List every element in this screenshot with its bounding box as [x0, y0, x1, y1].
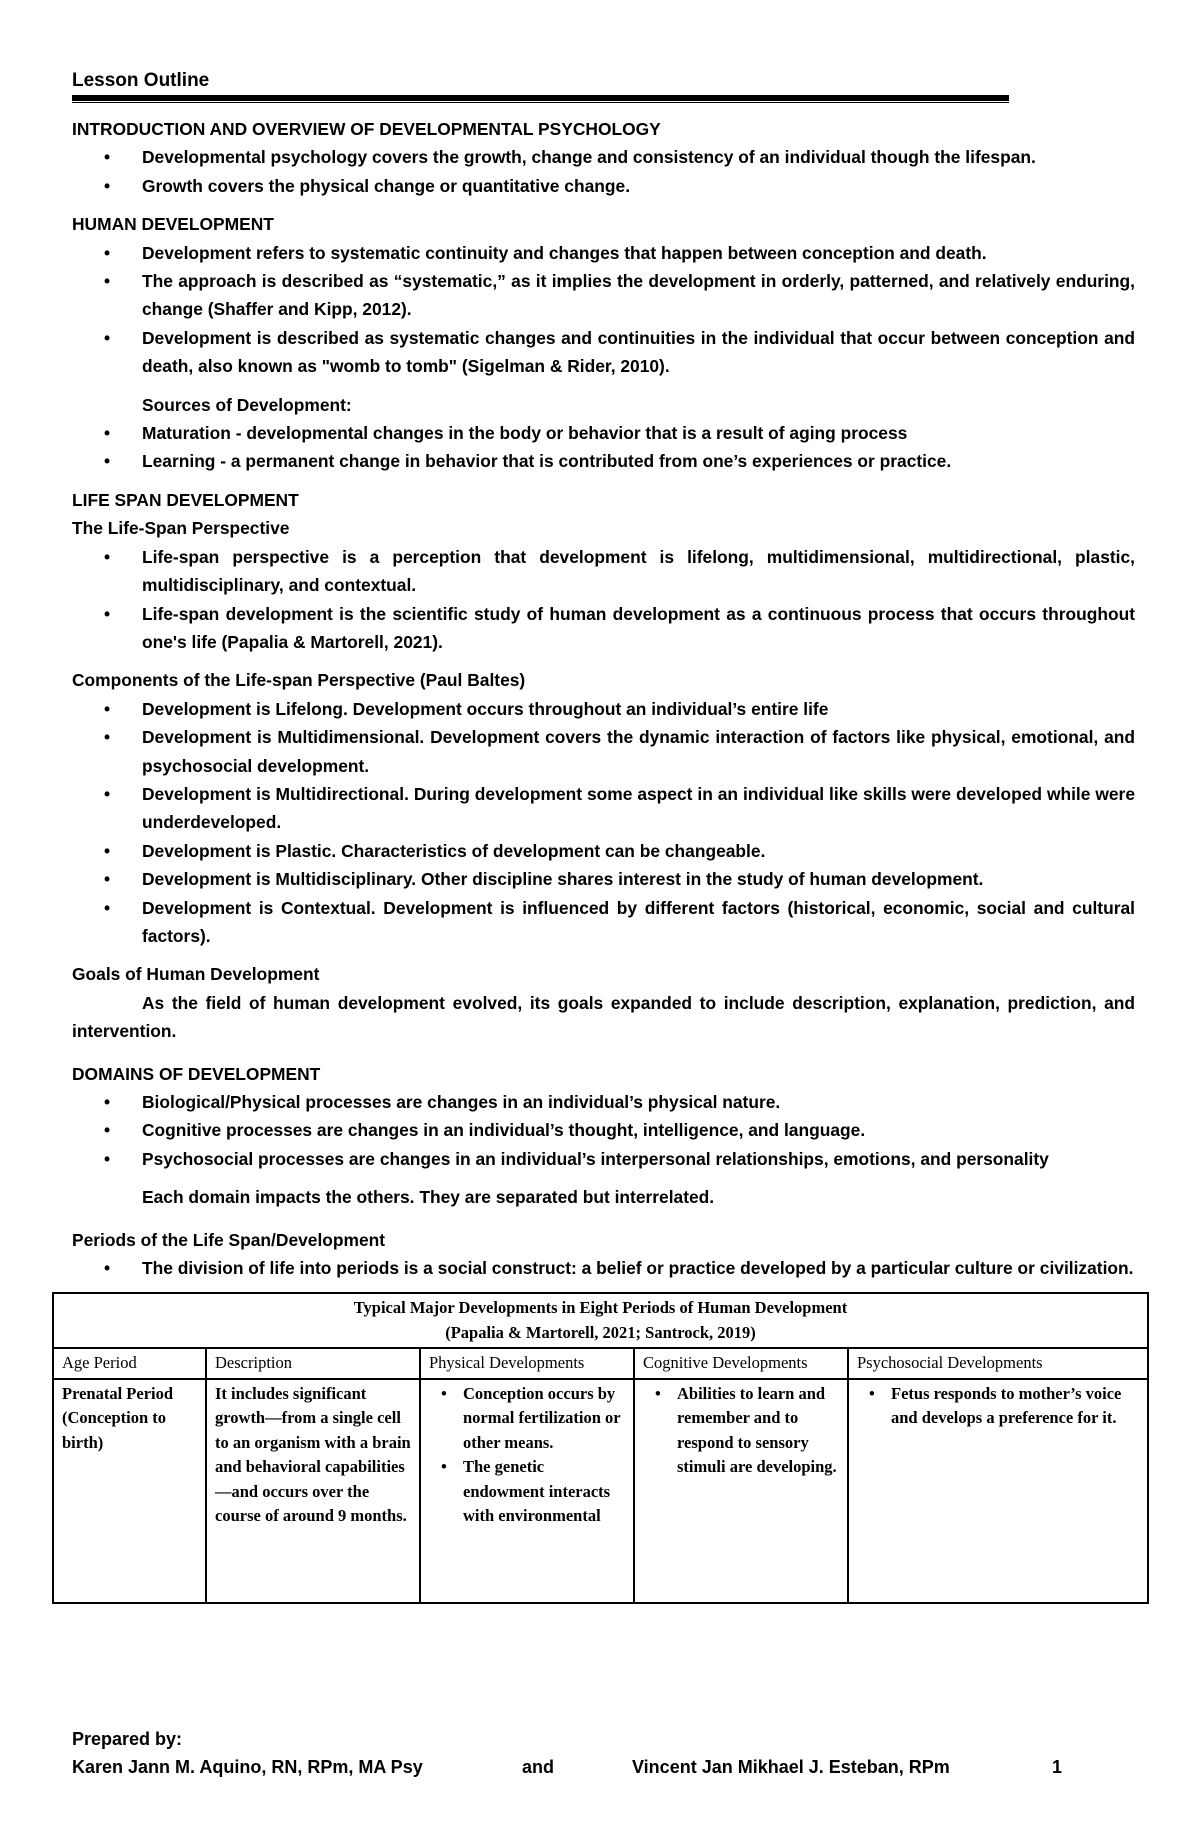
human-development-heading: HUMAN DEVELOPMENT	[72, 214, 274, 235]
author-2: Vincent Jan Mikhael J. Esteban, RPm	[632, 1757, 950, 1777]
goals-text: As the field of human development evolved, its goals expanded to include description, explanation, prediction, and intervention.	[72, 992, 1135, 1042]
cell-cognitive	[634, 1379, 848, 1603]
header-rule-thin	[72, 102, 1009, 103]
document-page	[62, 70, 1152, 1604]
column-header: Description	[206, 1348, 420, 1379]
column-header: Psychosocial Developments	[848, 1348, 1148, 1379]
intro-heading: INTRODUCTION AND OVERVIEW OF DEVELOPMENTAL PSYCHOLOGY	[72, 119, 661, 139]
list-item: • Maturation - developmental changes in the body or behavior that is a result of aging process	[72, 419, 1135, 447]
list-item: • Abilities to learn and remember and to respond to sensory stimuli are developing.	[643, 1382, 839, 1480]
list-item: • Cognitive processes are changes in an individual’s thought, intelligence, and language.	[72, 1116, 1135, 1144]
list-item: • Biological/Physical processes are changes in an individual’s physical nature.	[72, 1088, 1135, 1116]
developments-table	[52, 1292, 1149, 1604]
list-item: • Learning - a permanent change in behavior that is contributed from one’s experiences or practice.	[72, 447, 1135, 475]
header-rule	[72, 95, 1009, 101]
periods-list	[72, 1254, 1135, 1282]
list-item: • Growth covers the physical change or quantitative change.	[72, 172, 1135, 200]
list-item: • Life-span development is the scientific study of human development as a continuous process that occurs throughout one's life (Papalia & Martorell, 2021).	[72, 600, 1135, 657]
table-row	[53, 1379, 1148, 1603]
goals-heading: Goals of Human Development	[72, 964, 320, 985]
list-item: • Development is described as systematic changes and continuities in the individual that occur between conception and death, also known as "womb to tomb" (Sigelman & Rider, 2010).	[72, 324, 1135, 381]
lifespan-list	[72, 543, 1135, 657]
cell-age-period: Prenatal Period (Conception to birth)	[53, 1379, 206, 1603]
components-heading: Components of the Life-span Perspective (Paul Baltes)	[72, 670, 526, 691]
sources-list	[72, 419, 1135, 476]
table-header-row	[53, 1348, 1148, 1379]
intro-list	[72, 143, 1135, 200]
column-header: Age Period	[53, 1348, 206, 1379]
list-item: • Development is Multidimensional. Development covers the dynamic interaction of factors like physical, emotional, and psychosocial development.	[72, 723, 1135, 780]
human-development-list	[72, 239, 1135, 381]
cell-psychosocial	[848, 1379, 1148, 1603]
lifespan-subheading: The Life-Span Perspective	[72, 518, 290, 539]
list-item: • Development is Multidirectional. During development some aspect in an individual like skills were developed while were underdeveloped.	[72, 780, 1135, 837]
list-item: • Development is Plastic. Characteristics of development can be changeable.	[72, 837, 1135, 865]
cell-physical	[420, 1379, 634, 1603]
column-header: Cognitive Developments	[634, 1348, 848, 1379]
table-citation: (Papalia & Martorell, 2021; Santrock, 2019)	[445, 1322, 756, 1342]
list-item: • Psychosocial processes are changes in an individual’s interpersonal relationships, emotions, and personality	[72, 1145, 1135, 1173]
list-item: • Development is Contextual. Development is influenced by different factors (historical, economic, social and cultural factors).	[72, 894, 1135, 951]
cell-description: It includes significant growth—from a single cell to an organism with a brain and behavioral capabilities—and occurs over the course of around 9 months.	[206, 1379, 420, 1603]
list-item: • Fetus responds to mother’s voice and develops a preference for it.	[857, 1382, 1139, 1431]
list-item: • The division of life into periods is a social construct: a belief or practice developed by a particular culture or civilization.	[72, 1254, 1135, 1282]
column-header: Physical Developments	[420, 1348, 634, 1379]
periods-heading: Periods of the Life Span/Development	[72, 1229, 386, 1250]
document-body	[72, 115, 1135, 1282]
prepared-by-label: Prepared by:	[72, 1729, 183, 1749]
author-conjunction: and	[522, 1757, 555, 1777]
list-item: • Conception occurs by normal fertilization or other means.	[429, 1382, 625, 1456]
author-1: Karen Jann M. Aquino, RN, RPm, MA Psy	[72, 1757, 423, 1777]
domains-list	[72, 1088, 1135, 1173]
domains-note: Each domain impacts the others. They are separated but interrelated.	[142, 1187, 715, 1208]
list-item: • Development refers to systematic continuity and changes that happen between conception and death.	[72, 239, 1135, 267]
list-item: • Development is Multidisciplinary. Other discipline shares interest in the study of human development.	[72, 865, 1135, 893]
page-number: 1	[1052, 1757, 1063, 1777]
lifespan-heading: LIFE SPAN DEVELOPMENT	[72, 489, 299, 510]
domains-heading: DOMAINS OF DEVELOPMENT	[72, 1063, 321, 1084]
sources-label: Sources of Development:	[142, 394, 352, 415]
list-item: • The genetic endowment interacts with environmental	[429, 1455, 625, 1529]
list-item: • The approach is described as “systematic,” as it implies the development in orderly, patterned, and relatively enduring, change (Shaffer and Kipp, 2012).	[72, 267, 1135, 324]
list-item: • Development is Lifelong. Development occurs throughout an individual’s entire life	[72, 695, 1135, 723]
list-item: • Life-span perspective is a perception that development is lifelong, multidimensional, multidirectional, plastic, multidisciplinary, and contextual.	[72, 543, 1135, 600]
table-title: Typical Major Developments in Eight Periods of Human Development	[353, 1298, 848, 1318]
components-list	[72, 695, 1135, 951]
table-caption	[53, 1293, 1148, 1348]
list-item: • Developmental psychology covers the growth, change and consistency of an individual though the lifespan.	[72, 143, 1135, 171]
page-footer	[72, 1725, 1152, 1781]
lesson-outline-title: Lesson Outline	[72, 70, 210, 91]
